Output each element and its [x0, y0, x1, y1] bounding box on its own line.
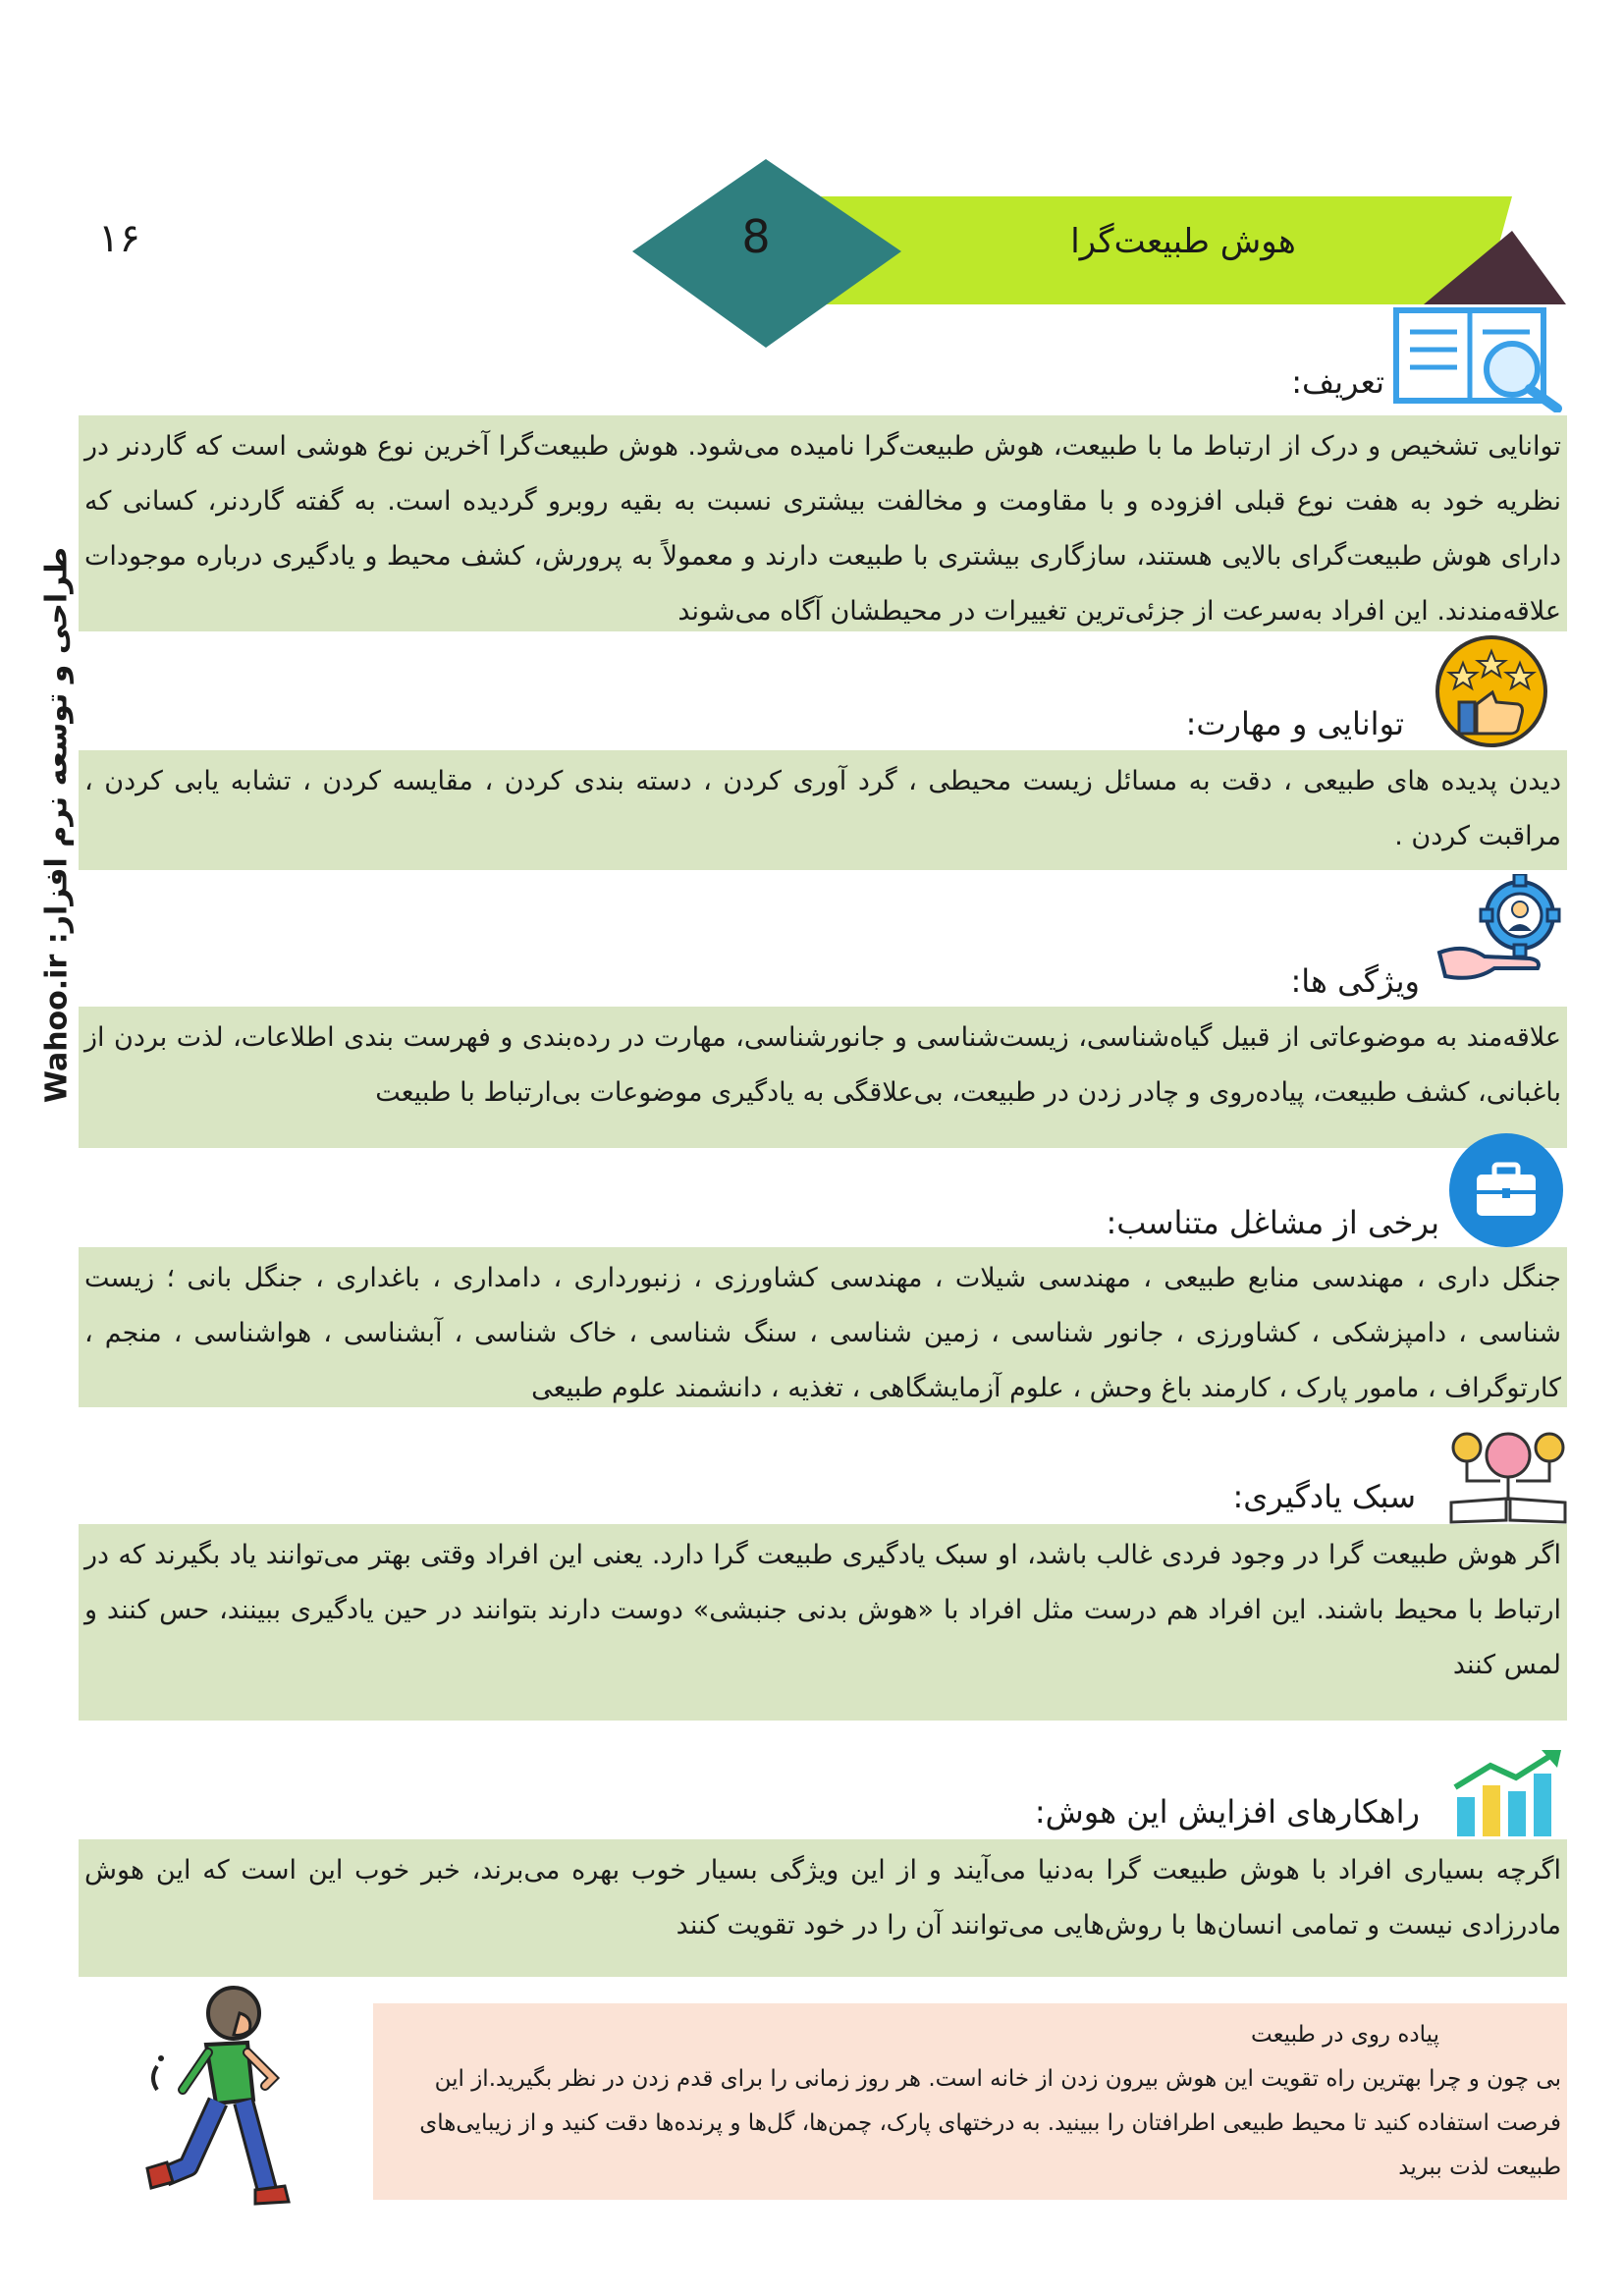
section-text-careers: جنگل داری ، مهندسی منابع طبیعی ، مهندسی شیلات ، مهندسی کشاورزی ، زنبورداری ، دامداری ، باغداری ، جنگل بانی ؛ زیست شناسی ، دامپزشکی ، کشاورزی ، جانور شناسی ، زمین شناسی ، سنگ شناسی ، خاک شناسی ، آبشناسی ، هواشناسی ، منجم ، کارتوگراف ، مامور پارک ، کارمند باغ وحش ، علوم آزمایشگاهی ، تغذیه ، دانشمند علوم طبیعی — [79, 1247, 1567, 1407]
tip-box — [373, 2003, 1567, 2200]
section-heading-strategies: راهکارهای افزایش این هوش: — [1034, 1793, 1420, 1831]
section-heading-abilities: توانایی و مهارت: — [1185, 705, 1404, 742]
book-search-icon — [1392, 304, 1565, 412]
section-heading-definition: تعریف: — [1291, 363, 1384, 401]
section-heading-features: ویژگی ها: — [1290, 962, 1420, 1000]
hand-gear-person-icon — [1435, 874, 1583, 982]
thumbs-up-stars-icon — [1434, 633, 1549, 749]
tip-text: بی چون و چرا بهترین راه تقویت این هوش بیرون زدن از خانه است. هر روز زمانی را برای قدم زدن در نظر بگیرید.از این فرصت استفاده کنید تا محیط طبیعی اطرافتان را ببینید. به درختهای پارک، چمن‌ها، گل‌ها و پرنده‌ها دقت کنید و از زیبایی‌های طبیعت لذت ببرید — [419, 2066, 1561, 2180]
page-number: ۱۶ — [98, 216, 140, 261]
chapter-number: 8 — [741, 210, 771, 263]
side-credit-text: طراحی و توسعه نرم افزار: Wahoo.ir — [39, 546, 75, 1104]
section-heading-learning-style: سبک یادگیری: — [1232, 1478, 1416, 1515]
section-text-definition: توانایی تشخیص و درک از ارتباط ما با طبیعت، هوش طبیعت‌گرا نامیده می‌شود. هوش طبیعت‌گرا آخرین نوع هوشی است که گاردنر در نظریه خود به هفت نوع قبلی افزوده و با مقاومت و مخالفت بیشتری نسبت به بقیه روبرو گردیده است. به گفته گاردنر، کسانی که دارای هوش طبیعت‌گرای بالایی هستند، سازگاری بیشتری با طبیعت دارند و معمولاً به پرورش، کشف محیط و یادگیری درباره موجودات علاقه‌مندند. این افراد به‌سرعت از جزئی‌ترین تغییرات در محیطشان آگاه می‌شوند — [79, 415, 1567, 631]
growth-chart-icon — [1451, 1748, 1563, 1838]
page-title: هوش طبیعت‌گرا — [1070, 222, 1296, 261]
section-text-features: علاقه‌مند به موضوعاتی از قبیل گیاه‌شناسی، زیست‌شناسی و جانورشناسی، مهارت در رده‌بندی و فهرست بندی اطلاعات، لذت بردن از باغبانی، کشف طبیعت، پیاده‌روی و چادر زدن در طبیعت، بی‌علاقگی به یادگیری موضوعات بی‌ارتباط با طبیعت — [79, 1007, 1567, 1148]
section-text-strategies: اگرچه بسیاری افراد با هوش طبیعت گرا به‌دنیا می‌آیند و از این ویژگی بسیار خوب بهره می‌برند، خبر خوب این است که این هوش مادرزادی نیست و تمامی انسان‌ها با روش‌هایی می‌توانند آن را در خود تقویت کنند — [79, 1839, 1567, 1977]
tip-title: پیاده روی در طبیعت — [1250, 2022, 1439, 2048]
section-text-abilities: دیدن پدیده های طبیعی ، دقت به مسائل زیست محیطی ، گرد آوری کردن ، دسته بندی کردن ، مقایسه کردن ، تشابه یابی کردن ، مراقبت کردن . — [79, 750, 1567, 870]
briefcase-icon — [1447, 1131, 1565, 1249]
brain-book-icon — [1447, 1426, 1569, 1524]
walking-person-icon — [137, 1984, 324, 2210]
section-text-learning-style: اگر هوش طبیعت گرا در وجود فردی غالب باشد، او سبک یادگیری طبیعت گرا دارد. یعنی این افراد وقتی بهتر می‌توانند یاد بگیرند که در ارتباط با محیط باشند. این افراد هم درست مثل افراد با «هوش بدنی جنبشی» دوست دارند بتوانند در حین یادگیری ببینند، حس کنند و لمس کنند — [79, 1524, 1567, 1721]
section-heading-careers: برخی از مشاغل متناسب: — [1106, 1204, 1439, 1241]
